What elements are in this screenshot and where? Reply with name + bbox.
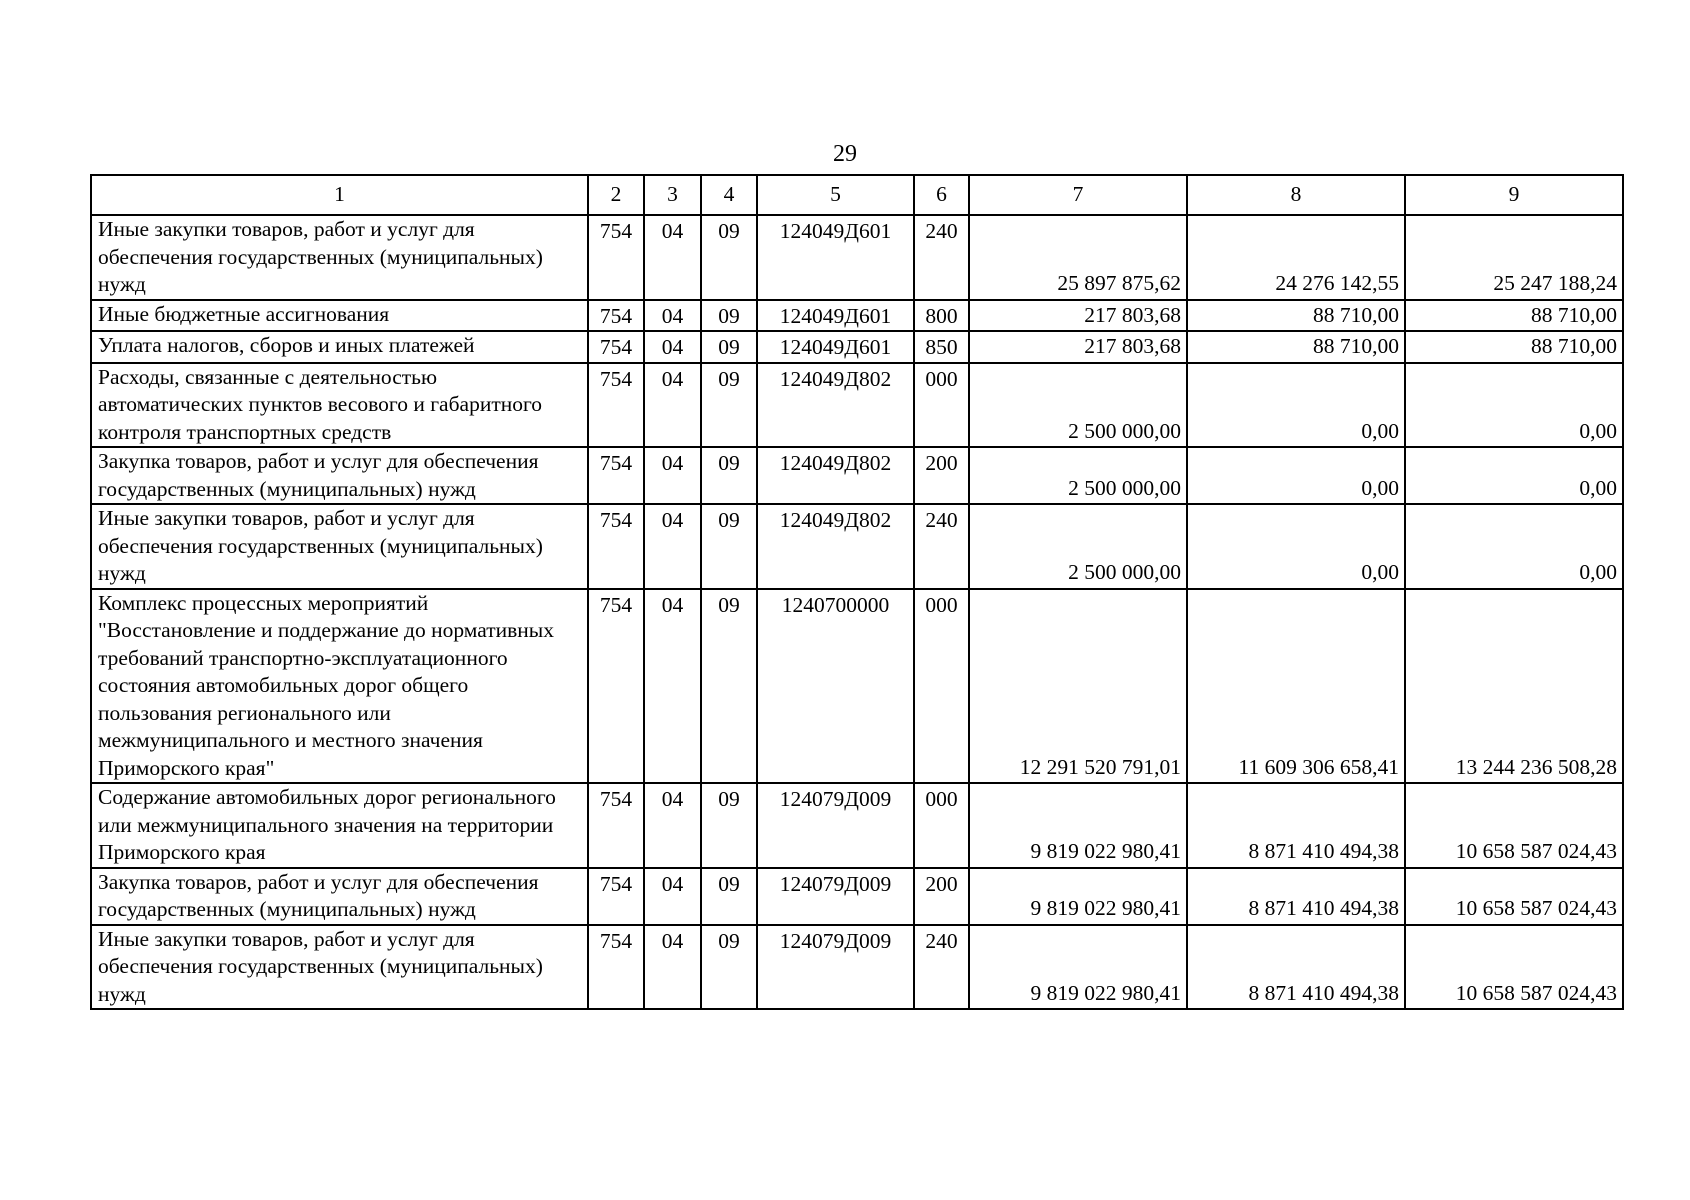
page-number: 29 [833, 141, 857, 167]
column-header: 7 [969, 175, 1187, 215]
amount-column-9: 0,00 [1405, 363, 1623, 448]
table-row [91, 925, 1623, 1010]
ministry-code: 754 [588, 783, 644, 868]
expense-name: Закупка товаров, работ и услуг для обеспечения государственных (муниципальных) нужд [91, 868, 588, 925]
section-code: 04 [644, 447, 701, 504]
amount-column-7: 9 819 022 980,41 [969, 783, 1187, 868]
target-item-code: 124079Д009 [757, 868, 914, 925]
table-row [91, 504, 1623, 589]
expense-type-code: 240 [914, 925, 969, 1010]
column-header: 4 [701, 175, 757, 215]
amount-column-8: 0,00 [1187, 447, 1405, 504]
amount-column-7: 9 819 022 980,41 [969, 925, 1187, 1010]
section-code: 04 [644, 363, 701, 448]
amount-column-8: 0,00 [1187, 504, 1405, 589]
subsection-code: 09 [701, 331, 757, 363]
amount-column-9: 88 710,00 [1405, 300, 1623, 332]
table-header-row [91, 175, 1623, 215]
ministry-code: 754 [588, 925, 644, 1010]
target-item-code: 124049Д802 [757, 363, 914, 448]
table-row [91, 589, 1623, 784]
section-code: 04 [644, 783, 701, 868]
expense-type-code: 800 [914, 300, 969, 332]
amount-column-7: 12 291 520 791,01 [969, 589, 1187, 784]
amount-column-9: 10 658 587 024,43 [1405, 783, 1623, 868]
ministry-code: 754 [588, 504, 644, 589]
expense-name: Иные закупки товаров, работ и услуг для обеспечения государственных (муниципальных) нужд [91, 215, 588, 300]
expense-type-code: 850 [914, 331, 969, 363]
ministry-code: 754 [588, 331, 644, 363]
amount-column-7: 2 500 000,00 [969, 504, 1187, 589]
target-item-code: 1240700000 [757, 589, 914, 784]
amount-column-8: 24 276 142,55 [1187, 215, 1405, 300]
amount-column-7: 217 803,68 [969, 331, 1187, 363]
amount-column-9: 88 710,00 [1405, 331, 1623, 363]
column-header: 6 [914, 175, 969, 215]
target-item-code: 124049Д802 [757, 447, 914, 504]
amount-column-7: 9 819 022 980,41 [969, 868, 1187, 925]
section-code: 04 [644, 331, 701, 363]
ministry-code: 754 [588, 300, 644, 332]
subsection-code: 09 [701, 363, 757, 448]
expense-type-code: 240 [914, 504, 969, 589]
table-row [91, 300, 1623, 332]
section-code: 04 [644, 589, 701, 784]
target-item-code: 124079Д009 [757, 925, 914, 1010]
expense-type-code: 200 [914, 868, 969, 925]
column-header: 8 [1187, 175, 1405, 215]
column-header: 9 [1405, 175, 1623, 215]
expense-name: Иные закупки товаров, работ и услуг для обеспечения государственных (муниципальных) нужд [91, 925, 588, 1010]
expense-type-code: 240 [914, 215, 969, 300]
target-item-code: 124049Д601 [757, 300, 914, 332]
ministry-code: 754 [588, 589, 644, 784]
subsection-code: 09 [701, 589, 757, 784]
section-code: 04 [644, 504, 701, 589]
table-row [91, 868, 1623, 925]
amount-column-8: 88 710,00 [1187, 331, 1405, 363]
expense-name: Иные бюджетные ассигнования [91, 300, 588, 332]
amount-column-8: 8 871 410 494,38 [1187, 783, 1405, 868]
amount-column-8: 88 710,00 [1187, 300, 1405, 332]
subsection-code: 09 [701, 504, 757, 589]
subsection-code: 09 [701, 868, 757, 925]
expense-type-code: 000 [914, 783, 969, 868]
subsection-code: 09 [701, 447, 757, 504]
target-item-code: 124049Д601 [757, 331, 914, 363]
target-item-code: 124049Д601 [757, 215, 914, 300]
table-row [91, 215, 1623, 300]
expense-name: Содержание автомобильных дорог регионального или межмуниципального значения на территории Приморского края [91, 783, 588, 868]
amount-column-8: 11 609 306 658,41 [1187, 589, 1405, 784]
column-header: 1 [91, 175, 588, 215]
section-code: 04 [644, 925, 701, 1010]
ministry-code: 754 [588, 868, 644, 925]
section-code: 04 [644, 215, 701, 300]
expense-type-code: 000 [914, 589, 969, 784]
amount-column-8: 0,00 [1187, 363, 1405, 448]
table-row [91, 363, 1623, 448]
ministry-code: 754 [588, 363, 644, 448]
subsection-code: 09 [701, 215, 757, 300]
expense-name: Уплата налогов, сборов и иных платежей [91, 331, 588, 363]
target-item-code: 124049Д802 [757, 504, 914, 589]
amount-column-7: 25 897 875,62 [969, 215, 1187, 300]
amount-column-7: 217 803,68 [969, 300, 1187, 332]
amount-column-9: 0,00 [1405, 447, 1623, 504]
ministry-code: 754 [588, 447, 644, 504]
budget-table [90, 174, 1624, 1010]
column-header: 5 [757, 175, 914, 215]
section-code: 04 [644, 300, 701, 332]
subsection-code: 09 [701, 783, 757, 868]
column-header: 2 [588, 175, 644, 215]
expense-type-code: 200 [914, 447, 969, 504]
section-code: 04 [644, 868, 701, 925]
table-row [91, 783, 1623, 868]
amount-column-9: 13 244 236 508,28 [1405, 589, 1623, 784]
amount-column-9: 10 658 587 024,43 [1405, 925, 1623, 1010]
expense-name: Иные закупки товаров, работ и услуг для обеспечения государственных (муниципальных) нужд [91, 504, 588, 589]
amount-column-8: 8 871 410 494,38 [1187, 925, 1405, 1010]
expense-name: Закупка товаров, работ и услуг для обеспечения государственных (муниципальных) нужд [91, 447, 588, 504]
table-row [91, 331, 1623, 363]
subsection-code: 09 [701, 925, 757, 1010]
ministry-code: 754 [588, 215, 644, 300]
amount-column-8: 8 871 410 494,38 [1187, 868, 1405, 925]
expense-name: Расходы, связанные с деятельностью автоматических пунктов весового и габаритного контроля транспортных средств [91, 363, 588, 448]
target-item-code: 124079Д009 [757, 783, 914, 868]
amount-column-9: 0,00 [1405, 504, 1623, 589]
amount-column-7: 2 500 000,00 [969, 447, 1187, 504]
table-row [91, 447, 1623, 504]
amount-column-9: 25 247 188,24 [1405, 215, 1623, 300]
column-header: 3 [644, 175, 701, 215]
subsection-code: 09 [701, 300, 757, 332]
amount-column-7: 2 500 000,00 [969, 363, 1187, 448]
expense-type-code: 000 [914, 363, 969, 448]
amount-column-9: 10 658 587 024,43 [1405, 868, 1623, 925]
expense-name: Комплекс процессных мероприятий "Восстановление и поддержание до нормативных требований транспортно-эксплуатационного состояния автомобильных дорог общего пользования регионального или межмуниципального и местного значения Приморского края" [91, 589, 588, 784]
